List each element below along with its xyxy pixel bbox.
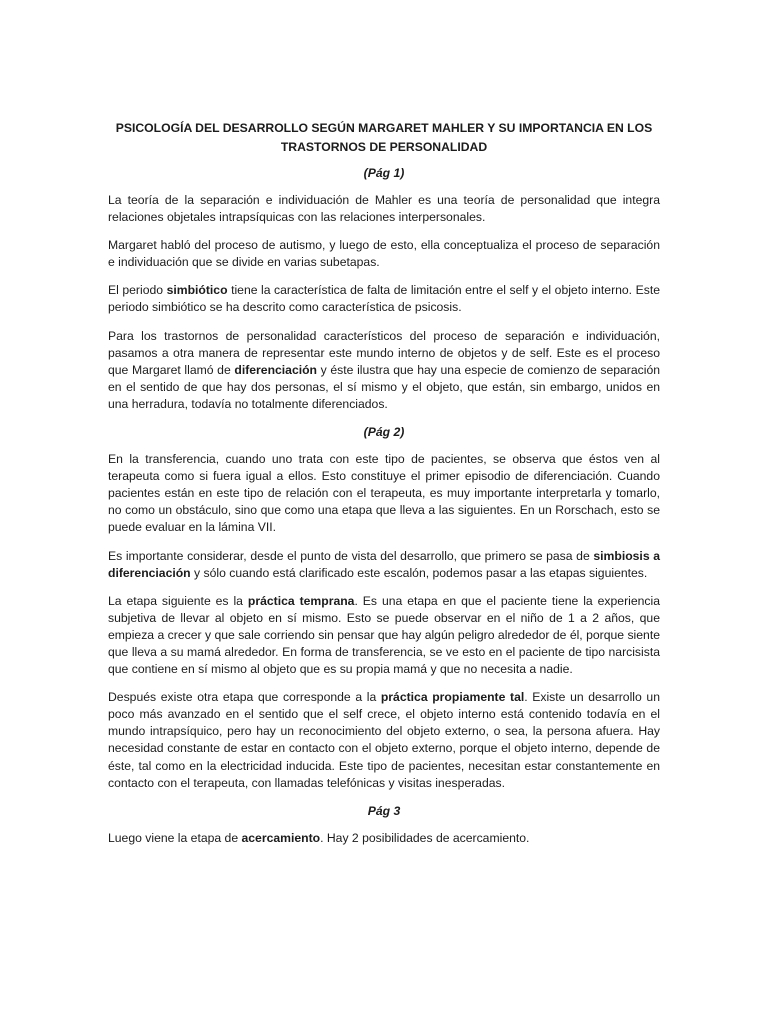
paragraph-6-text-pre: Es importante considerar, desde el punto de vista del desarrollo, que primero se pasa de [108,548,594,563]
paragraph-8-bold-term: práctica propiamente tal [380,690,525,705]
paragraph-8 [108,689,660,792]
paragraph-7-bold-term: práctica temprana [247,593,355,608]
page-label-3: Pág 3 [367,803,401,818]
paragraph-8-text-pre: Después existe otra etapa que corresponde a la [108,690,381,705]
page-label-1: (Pág 1) [363,166,405,180]
paragraph-4-text-post: y éste ilustra que hay una especie de comienzo de separación en el sentido de que hay dos personas, el sí mismo y el objeto, que están, sin embargo, unidos en una herradura, todavía no totalmente diferenciados. [108,362,660,411]
paragraph-9-text-post: . Hay 2 posibilidades de acercamiento. [320,830,530,845]
paragraph-9 [108,830,660,847]
paragraph-3-text-pre: El periodo [108,283,167,298]
paragraph-4-text-pre: Para los trastornos de personalidad característicos del proceso de separación e individuación, pasamos a otra manera de representar este mundo interno de objetos y de self. Este es el proceso que Margaret llamó de [108,328,660,377]
paragraph-6 [108,548,660,582]
paragraph-8-text-post: . Existe un desarrollo un poco más avanzado en el sentido que el self crece, el objeto interno está contenido todavía en el mundo intrapsíquico, pero hay un reconocimiento del objeto externo, o sea, la persona afuera. Hay necesidad constante de estar en contacto con el objeto externo, porque el objeto interno, depende de éste, tal como en la electricidad inducida. Este tipo de pacientes, necesitan estar constantemente en contacto con el terapeuta, con llamadas telefónicas y visitas inesperadas. [108,690,660,790]
paragraph-5: En la transferencia, cuando uno trata con este tipo de pacientes, se observa que éstos ven al terapeuta como si fuera igual a ellos. Esto constituye el primer episodio de diferenciación. Cuando pacientes están en este tipo de relación con el terapeuta, es muy importante interpretarla y tomarlo, no como un obstáculo, sino que como una etapa que lleva a las siguientes. En un Rorschach, esto se puede evaluar en la lámina VII. [108,452,660,535]
paragraph-1: La teoría de la separación e individuación de Mahler es una teoría de personalidad que integra relaciones objetales intrapsíquicas con las relaciones interpersonales. [108,193,660,225]
document-title: PSICOLOGÍA DEL DESARROLLO SEGÚN MARGARET MAHLER Y SU IMPORTANCIA EN LOS TRASTORNOS DE PERSONALIDAD [115,121,653,154]
page-label-2: (Pág 2) [363,425,405,440]
paragraph-4-bold-term: diferenciación [234,362,318,377]
paragraph-6-bold-term: simbiosis a diferenciación [108,548,661,580]
paragraph-7-text-pre: La etapa siguiente es la [108,593,248,608]
paragraph-4 [108,328,660,413]
paragraph-3 [108,282,660,316]
paragraph-2: Margaret habló del proceso de autismo, y luego de esto, ella conceptualiza el proceso de separación e individuación que se divide en varias subetapas. [108,238,660,270]
paragraph-3-bold-term: simbiótico [166,283,228,298]
paragraph-9-text-pre: Luego viene la etapa de [108,830,242,845]
paragraph-3-text-post: tiene la característica de falta de limitación entre el self y el objeto interno. Este periodo simbiótico se ha descrito como característica de psicosis. [108,283,660,315]
paragraph-9-bold-term: acercamiento [241,830,321,845]
paragraph-7 [108,593,660,678]
paragraph-6-text-post: y sólo cuando está clarificado este escalón, podemos pasar a las etapas siguientes. [190,565,648,580]
paragraph-7-text-post: . Es una etapa en que el paciente tiene la experiencia subjetiva de llevar al objeto en sí mismo. Esto se puede observar en el niño de 1 a 2 años, que empieza a crecer y que sale corriendo sin pensar que hay algún peligro alrededor de él, porque siente que lleva a su mamá alrededor. En forma de transferencia, se ve esto en el paciente de tipo narcisista que contiene en sí mismo al objeto que es su propia mamá y que no necesita a nadie. [108,593,660,677]
